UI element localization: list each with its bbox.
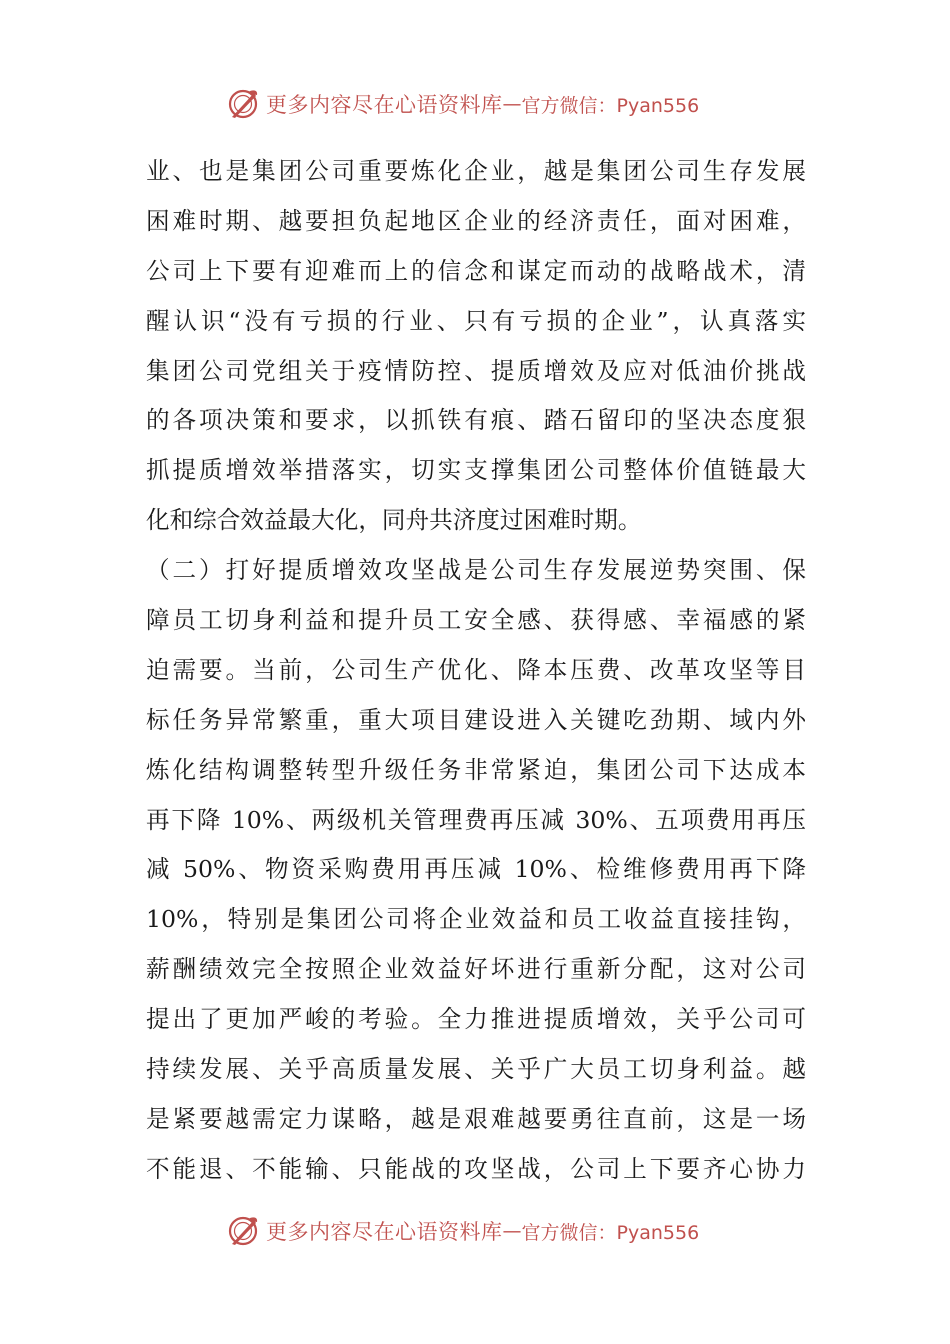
document-body xyxy=(146,147,806,1195)
watermark-separator: — xyxy=(502,93,522,115)
body-line: 迫需要。当前，公司生产优化、降本压费、改革攻坚等目 xyxy=(146,655,806,684)
watermark-title: 更多内容尽在心语资料库 xyxy=(266,93,503,117)
body-line: 不能退、不能输、只能战的攻坚战，公司上下要齐心协力 xyxy=(146,1154,806,1183)
body-line: 持续发展、关乎高质量发展、关乎广大员工切身利益。越 xyxy=(146,1055,806,1084)
footer-watermark xyxy=(226,1213,699,1249)
body-line: 困难时期、越要担负起地区企业的经济责任，面对困难， xyxy=(146,206,806,235)
quill-seal-icon xyxy=(226,87,260,121)
body-line: 公司上下要有迎难而上的信念和谋定而动的战略战术，清 xyxy=(146,256,806,285)
body-line: 障员工切身利益和提升员工安全感、获得感、幸福感的紧 xyxy=(146,606,806,635)
watermark-wechat: 官方微信：Pyan556 xyxy=(521,1221,700,1244)
body-line: 10%，特别是集团公司将企业效益和员工收益直接挂钩， xyxy=(146,905,806,934)
body-line: 业、也是集团公司重要炼化企业，越是集团公司生存发展 xyxy=(146,157,806,185)
body-line: 标任务异常繁重，重大项目建设进入关键吃劲期、域内外 xyxy=(146,705,806,734)
watermark-separator: — xyxy=(502,1220,522,1242)
body-line: 抓提质增效举措落实，切实支撑集团公司整体价值链最大 xyxy=(146,456,806,485)
body-line: 提出了更加严峻的考验。全力推进提质增效，关乎公司可 xyxy=(146,1005,806,1034)
body-line: 薪酬绩效完全按照企业效益好坏进行重新分配，这对公司 xyxy=(146,955,806,984)
body-line: 化和综合效益最大化，同舟共济度过困难时期。 xyxy=(146,506,642,535)
body-line: 集团公司党组关于疫情防控、提质增效及应对低油价挑战 xyxy=(146,356,806,385)
watermark-wechat: 官方微信：Pyan556 xyxy=(521,94,700,117)
quill-seal-icon xyxy=(226,1214,260,1248)
body-line: 是紧要越需定力谋略，越是艰难越要勇往直前，这是一场 xyxy=(146,1104,806,1133)
header-watermark xyxy=(226,86,699,122)
body-line: 醒认识“没有亏损的行业、只有亏损的企业”，认真落实 xyxy=(146,306,806,335)
body-line: 炼化结构调整转型升级任务非常紧迫，集团公司下达成本 xyxy=(146,755,806,784)
body-line: 再下降 10%、两级机关管理费再压减 30%、五项费用再压 xyxy=(146,805,806,834)
body-line: 的各项决策和要求，以抓铁有痕、踏石留印的坚决态度狠 xyxy=(146,406,806,435)
body-line: （二）打好提质增效攻坚战是公司生存发展逆势突围、保 xyxy=(146,556,806,585)
body-line: 减 50%、物资采购费用再压减 10%、检维修费用再下降 xyxy=(146,855,806,884)
watermark-title: 更多内容尽在心语资料库 xyxy=(266,1220,503,1244)
